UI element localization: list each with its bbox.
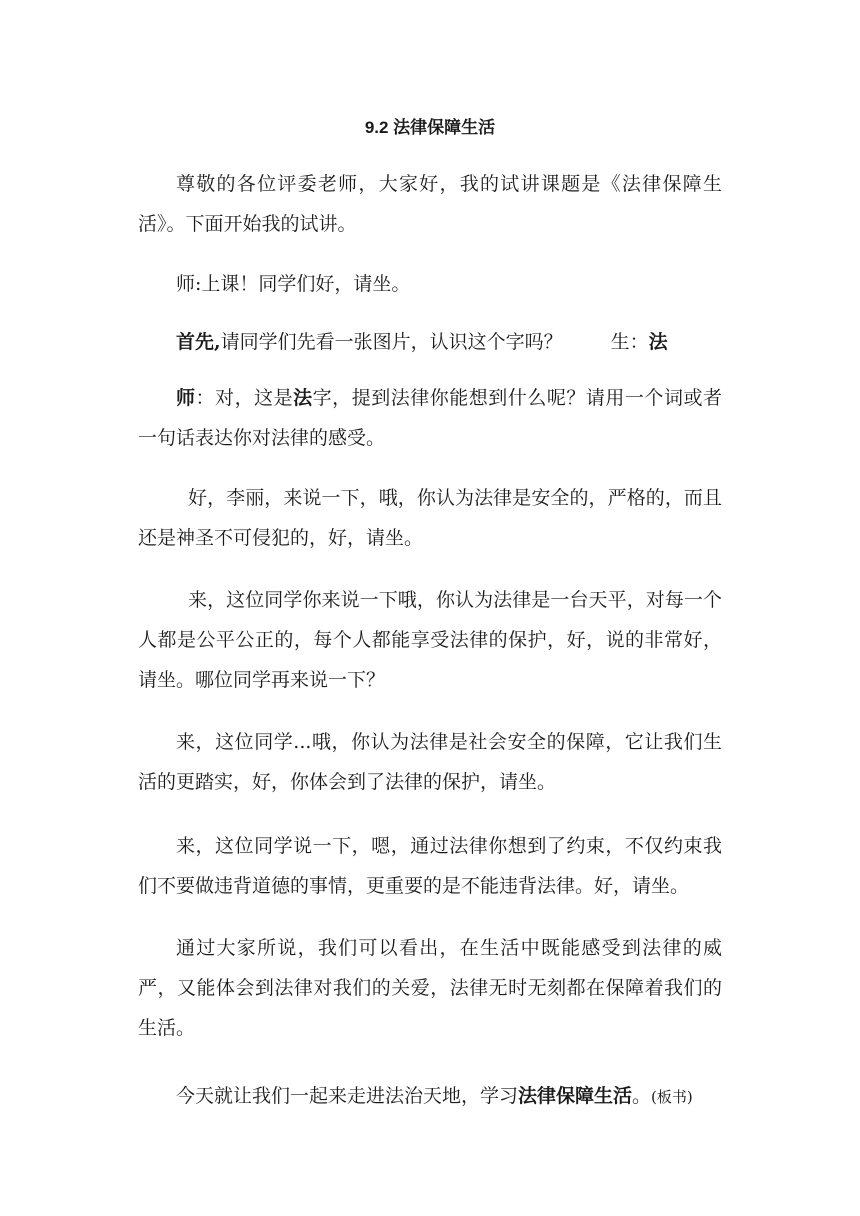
topic-text: 今天就让我们一起来走进法治天地，学习: [176, 1085, 519, 1107]
document-title: 9.2 法律保障生活: [364, 118, 496, 137]
answer-text: 法: [648, 331, 668, 353]
topic-end: 。: [632, 1085, 652, 1107]
paragraph-topic-intro: [138, 1076, 722, 1117]
paragraph-teacher-prompt: [138, 378, 722, 458]
prompt-text-b: 字，提到法律你能想到什么呢？请用一个词或者一句话表达你对法律的感受。: [138, 387, 722, 449]
prompt-text-a: ：对，这是: [195, 387, 294, 409]
answer-label: 生：: [610, 331, 649, 353]
question-text: 请同学们先看一张图片，认识这个字吗？: [220, 331, 563, 353]
paragraph-class-start: 师:上课！同学们好，请坐。: [176, 273, 411, 295]
paragraph-response-3: 来，这位同学...哦，你认为法律是社会安全的保障，它让我们生活的更踏实，好，你体会到了法律的保护，请坐。: [138, 731, 722, 793]
bold-character: 法: [293, 387, 313, 409]
board-note: (板书): [651, 1088, 693, 1106]
paragraph-response-4: 来，这位同学说一下，嗯，通过法律你想到了约束，不仅约束我们不要做违背道德的事情，更重要的是不能违背法律。好，请坐。: [138, 835, 722, 897]
paragraph-response-1: 好，李丽，来说一下，哦，你认为法律是安全的，严格的，而且还是神圣不可侵犯的，好，请坐。: [138, 487, 722, 549]
bold-lead: 首先,: [176, 331, 221, 353]
speaker-label: 师: [176, 387, 196, 409]
paragraph-response-2: 来，这位同学你来说一下哦，你认为法律是一台天平，对每一个人都是公平公正的，每个人都能享受法律的保护，好，说的非常好，请坐。哪位同学再来说一下？: [138, 589, 722, 691]
paragraph-first-question: [138, 322, 722, 362]
topic-bold: 法律保障生活: [518, 1085, 633, 1107]
paragraph-intro: 尊敬的各位评委老师，大家好，我的试讲课题是《法律保障生活》。下面开始我的试讲。: [138, 173, 722, 235]
paragraph-summary: 通过大家所说，我们可以看出，在生活中既能感受到法律的威严，又能体会到法律对我们的关爱，法律无时无刻都在保障着我们的生活。: [138, 937, 722, 1039]
